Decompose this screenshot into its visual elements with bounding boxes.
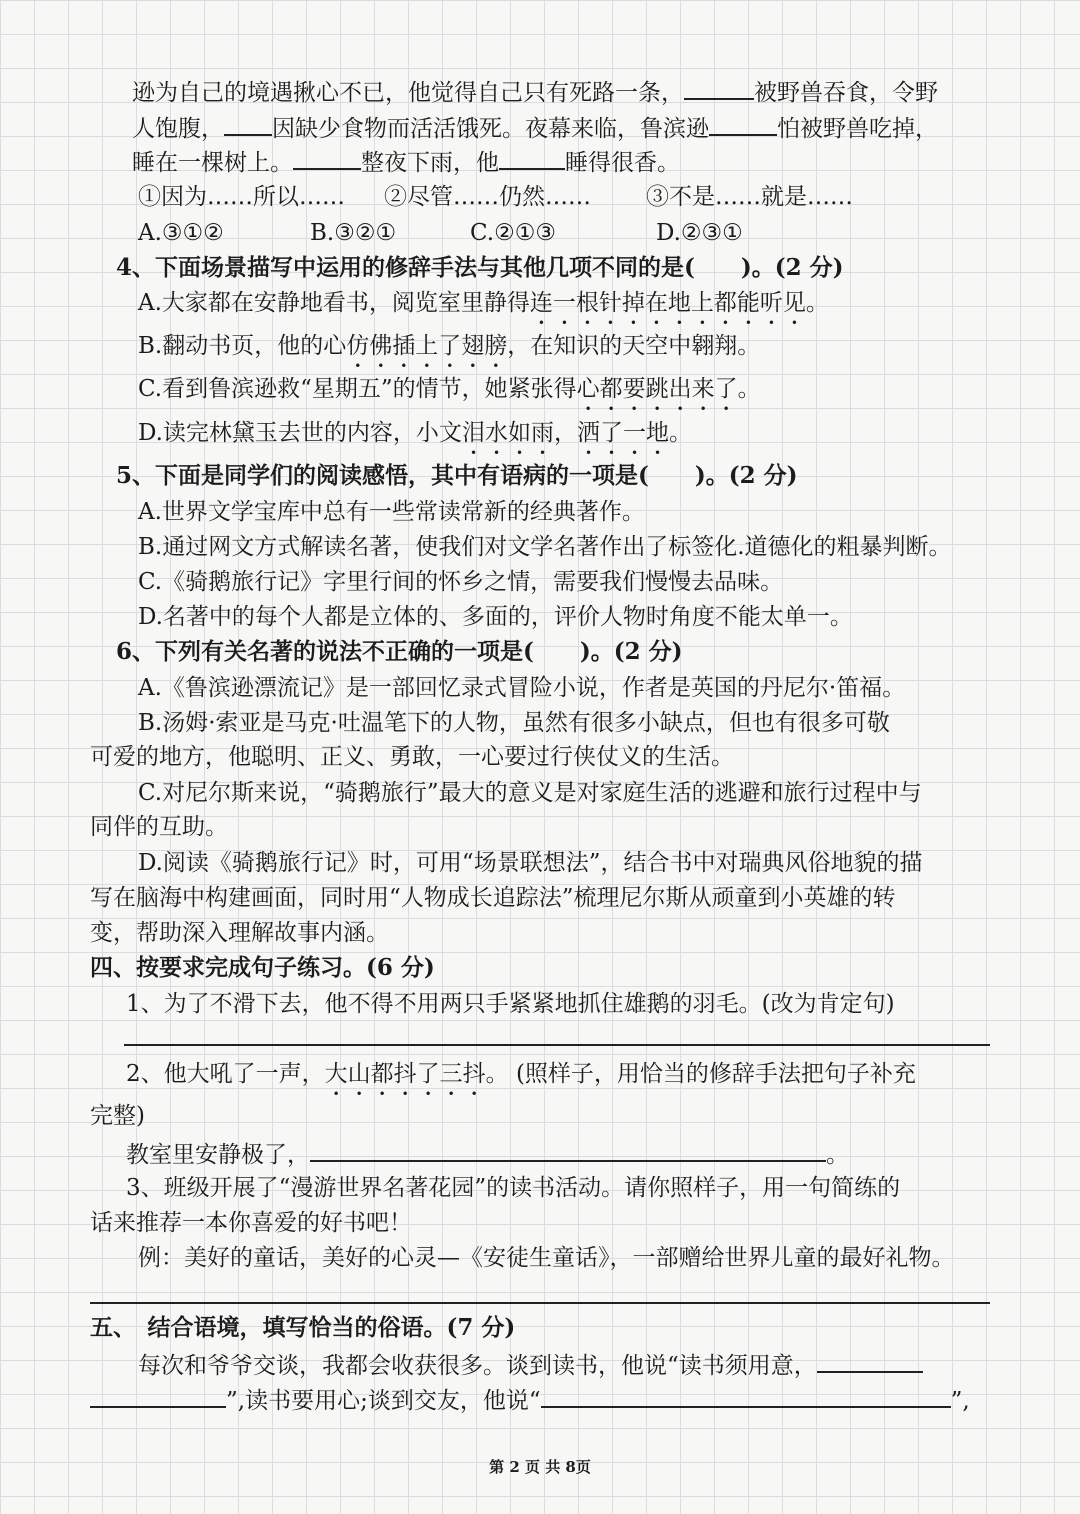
q3-connective-2: ②尽管……仍然……: [384, 184, 591, 210]
passage-line-1: 逊为自己的境遇揪心不已，他觉得自己只有死路一条， 被野兽吞食，令野: [132, 76, 938, 108]
s5-blank-1[interactable]: [817, 1349, 923, 1373]
s4-item-3-cont: 话来推荐一本你喜爱的好书吧！: [90, 1210, 412, 1236]
q4-option-d[interactable]: D.读完林黛玉去世的内容，小文泪水如雨，洒了一地。: [138, 420, 692, 446]
q6-option-b-cont: 可爱的地方，他聪明、正义、勇敢，一心要过行侠仗义的生活。: [90, 744, 734, 770]
q6-title: 6、下列有关名著的说法不正确的一项是( )。(2 分): [116, 638, 683, 665]
section-5-title: 五、 结合语境，填写恰当的俗语。(7 分): [90, 1314, 516, 1341]
q6-option-d-cont-1: 写在脑海中构建画面，同时用“人物成长追踪法”梳理尼尔斯从顽童到小英雄的转: [90, 885, 896, 911]
q6-option-a[interactable]: A.《鲁滨逊漂流记》是一部回忆录式冒险小说，作者是英国的丹尼尔·笛福。: [138, 675, 906, 701]
section-4-title: 四、按要求完成句子练习。(6 分): [90, 954, 435, 981]
q3-option-a[interactable]: A.③①②: [138, 220, 224, 246]
s4-item-1-answer-line[interactable]: [124, 1044, 990, 1046]
passage-line-3: 睡在一棵树上。 整夜下雨，他 睡得很香。: [132, 146, 680, 178]
s4-item-2-answer-blank[interactable]: [310, 1138, 826, 1162]
s5-blank-2[interactable]: [541, 1384, 951, 1408]
q4-option-c[interactable]: C.看到鲁滨逊救“星期五”的情节，她紧张得心都要跳出来了。: [138, 376, 761, 402]
s5-blank-1-cont[interactable]: [90, 1384, 226, 1408]
q6-option-d[interactable]: D.阅读《骑鹅旅行记》时，可用“场景联想法”，结合书中对瑞典风俗地貌的描: [138, 850, 923, 876]
fill-blank[interactable]: [224, 112, 272, 136]
q5-option-c[interactable]: C.《骑鹅旅行记》字里行间的怀乡之情，需要我们慢慢去品味。: [138, 569, 784, 595]
s4-item-1: 1、为了不滑下去，他不得不用两只手紧紧地抓住雄鹅的羽毛。(改为肯定句): [126, 991, 895, 1017]
s4-item-2-fill: 教室里安静极了， 。: [126, 1138, 849, 1170]
q4-title: 4、下面场景描写中运用的修辞手法与其他几项不同的是( )。(2 分): [116, 254, 844, 281]
q6-option-d-cont-2: 变，帮助深入理解故事内涵。: [90, 920, 389, 946]
q6-option-c-cont: 同伴的互助。: [90, 814, 228, 840]
q6-option-c[interactable]: C.对尼尔斯来说，“骑鹅旅行”最大的意义是对家庭生活的逃避和旅行过程中与: [138, 780, 922, 806]
fill-blank[interactable]: [684, 76, 754, 100]
q3-connective-1: ①因为……所以……: [138, 184, 345, 210]
s4-item-2-cont: 完整): [90, 1103, 145, 1129]
fill-blank[interactable]: [293, 146, 361, 170]
s4-item-3-example: 例：美好的童话，美好的心灵—《安徒生童话》，一部赠给世界儿童的最好礼物。: [138, 1245, 955, 1271]
fill-blank[interactable]: [709, 112, 777, 136]
page-number: 第 2 页 共 8页: [489, 1458, 591, 1476]
passage-line-2: 人饱腹， 因缺少食物而活活饿死。夜幕来临，鲁滨逊 怕被野兽吃掉，: [132, 112, 938, 144]
q3-option-c[interactable]: C.②①③: [470, 220, 556, 246]
s4-item-2: 2、他大吼了一声，大山都抖了三抖。 (照样子，用恰当的修辞手法把句子补充: [126, 1061, 916, 1087]
q3-option-d[interactable]: D.②③①: [656, 220, 743, 246]
q5-title: 5、下面是同学们的阅读感悟，其中有语病的一项是( )。(2 分): [116, 462, 798, 489]
q5-option-d[interactable]: D.名著中的每个人都是立体的、多面的，评价人物时角度不能太单一。: [138, 604, 853, 630]
q3-option-b[interactable]: B.③②①: [310, 220, 397, 246]
s5-line-1: 每次和爷爷交谈，我都会收获很多。谈到读书，他说“读书须用意，: [138, 1349, 923, 1381]
q3-connective-3: ③不是……就是……: [646, 184, 853, 210]
fill-blank[interactable]: [499, 146, 565, 170]
q5-option-a[interactable]: A.世界文学宝库中总有一些常读常新的经典著作。: [138, 499, 645, 525]
s5-line-2: ”,读书要用心;谈到交友，他说“ ”,: [90, 1384, 970, 1416]
q6-option-b[interactable]: B.汤姆·索亚是马克·吐温笔下的人物，虽然有很多小缺点，但也有很多可敬: [138, 710, 890, 736]
s4-item-3: 3、班级开展了“漫游世界名著花园”的读书活动。请你照样子，用一句简练的: [126, 1175, 901, 1201]
s4-item-3-answer-line[interactable]: [90, 1302, 990, 1304]
q4-option-b[interactable]: B.翻动书页，他的心仿佛插上了翅膀，在知识的天空中翱翔。: [138, 333, 761, 359]
q5-option-b[interactable]: B.通过网文方式解读名著，使我们对文学名著作出了标签化.道德化的粗暴判断。: [138, 534, 952, 560]
q4-option-a[interactable]: A.大家都在安静地看书，阅览室里静得连一根针掉在地上都能听见。: [138, 290, 829, 316]
